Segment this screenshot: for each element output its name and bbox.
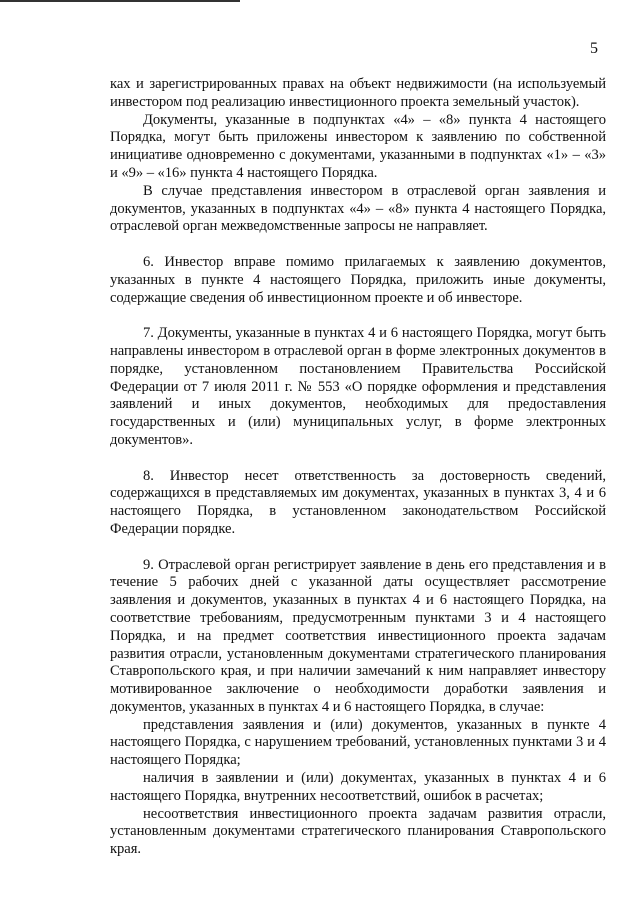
paragraph-item-8: 8. Инвестор несет ответственность за достоверность сведений, содержащихся в представляемых им документах, указанных в пунктах 3, 4 и 6 настоящего Порядка, в установленном законодательством Российской Федерации порядке.	[110, 467, 606, 537]
paragraph-continuation: ках и зарегистрированных правах на объект недвижимости (на используемый инвестором под реализацию инвестиционного проекта земельный участок).	[110, 76, 606, 110]
paragraph-item-6: 6. Инвестор вправе помимо прилагаемых к заявлению документов, указанных в пункте 4 настоящего Порядка, приложить иные документы, содержащие сведения об инвестиционном проекте и об инвесторе.	[110, 253, 606, 306]
paragraph-case-violation: представления заявления и (или) документов, указанных в пункте 4 настоящего Порядка, с нарушением требований, установленных пунктами 3 и 4 настоящего Порядка;	[110, 716, 606, 769]
page-number: 5	[590, 40, 598, 57]
paragraph-case-noncompliance: несоответствия инвестиционного проекта задачам развития отрасли, установленным документами стратегического планирования Ставропольского края.	[110, 805, 606, 858]
paragraph-no-interagency-requests: В случае представления инвестором в отраслевой орган заявления и документов, указанных в подпунктах «4» – «8» пункта 4 настоящего Порядка, отраслевой орган межведомственные запросы не направляет.	[110, 182, 606, 235]
paragraph-documents-optional: Документы, указанные в подпунктах «4» – «8» пункта 4 настоящего Порядка, могут быть приложены инвестором к заявлению по собственной инициативе одновременно с документами, указанными в подпунктах «1» – «3» и «9» – «16» пункта 4 настоящего Порядка.	[110, 111, 606, 181]
paragraph-case-inconsistencies: наличия в заявлении и (или) документах, указанных в пунктах 4 и 6 настоящего Порядка, внутренних несоответствий, ошибок в расчетах;	[110, 770, 606, 804]
paragraph-item-9: 9. Отраслевой орган регистрирует заявление в день его представления и в течение 5 рабочих дней с указанной даты осуществляет рассмотрение заявления и документов, указанных в пунктах 4 и 6 настоящего Порядка, на соответствие требованиям, предусмотренным пунктами 3 и 4 настоящего Порядка, и на предмет соответствия инвестиционного проекта задачам развития отрасли, установленным документами стратегического планирования Ставропольского края, и при наличии замечаний к ним направляет инвестору мотивированное заключение о необходимости доработки заявления и документов, указанных в пунктах 4 и 6 настоящего Порядка, в случае:	[110, 556, 606, 715]
document-body	[110, 76, 606, 859]
top-rule	[0, 0, 240, 2]
paragraph-item-7: 7. Документы, указанные в пунктах 4 и 6 настоящего Порядка, могут быть направлены инвестором в отраслевой орган в форме электронных документов в порядке, установленном постановлением Правительства Российской Федерации от 7 июля 2011 г. № 553 «О порядке оформления и представления заявлений и иных документов, необходимых для предоставления государственных и (или) муниципальных услуг, в форме электронных документов».	[110, 325, 606, 448]
